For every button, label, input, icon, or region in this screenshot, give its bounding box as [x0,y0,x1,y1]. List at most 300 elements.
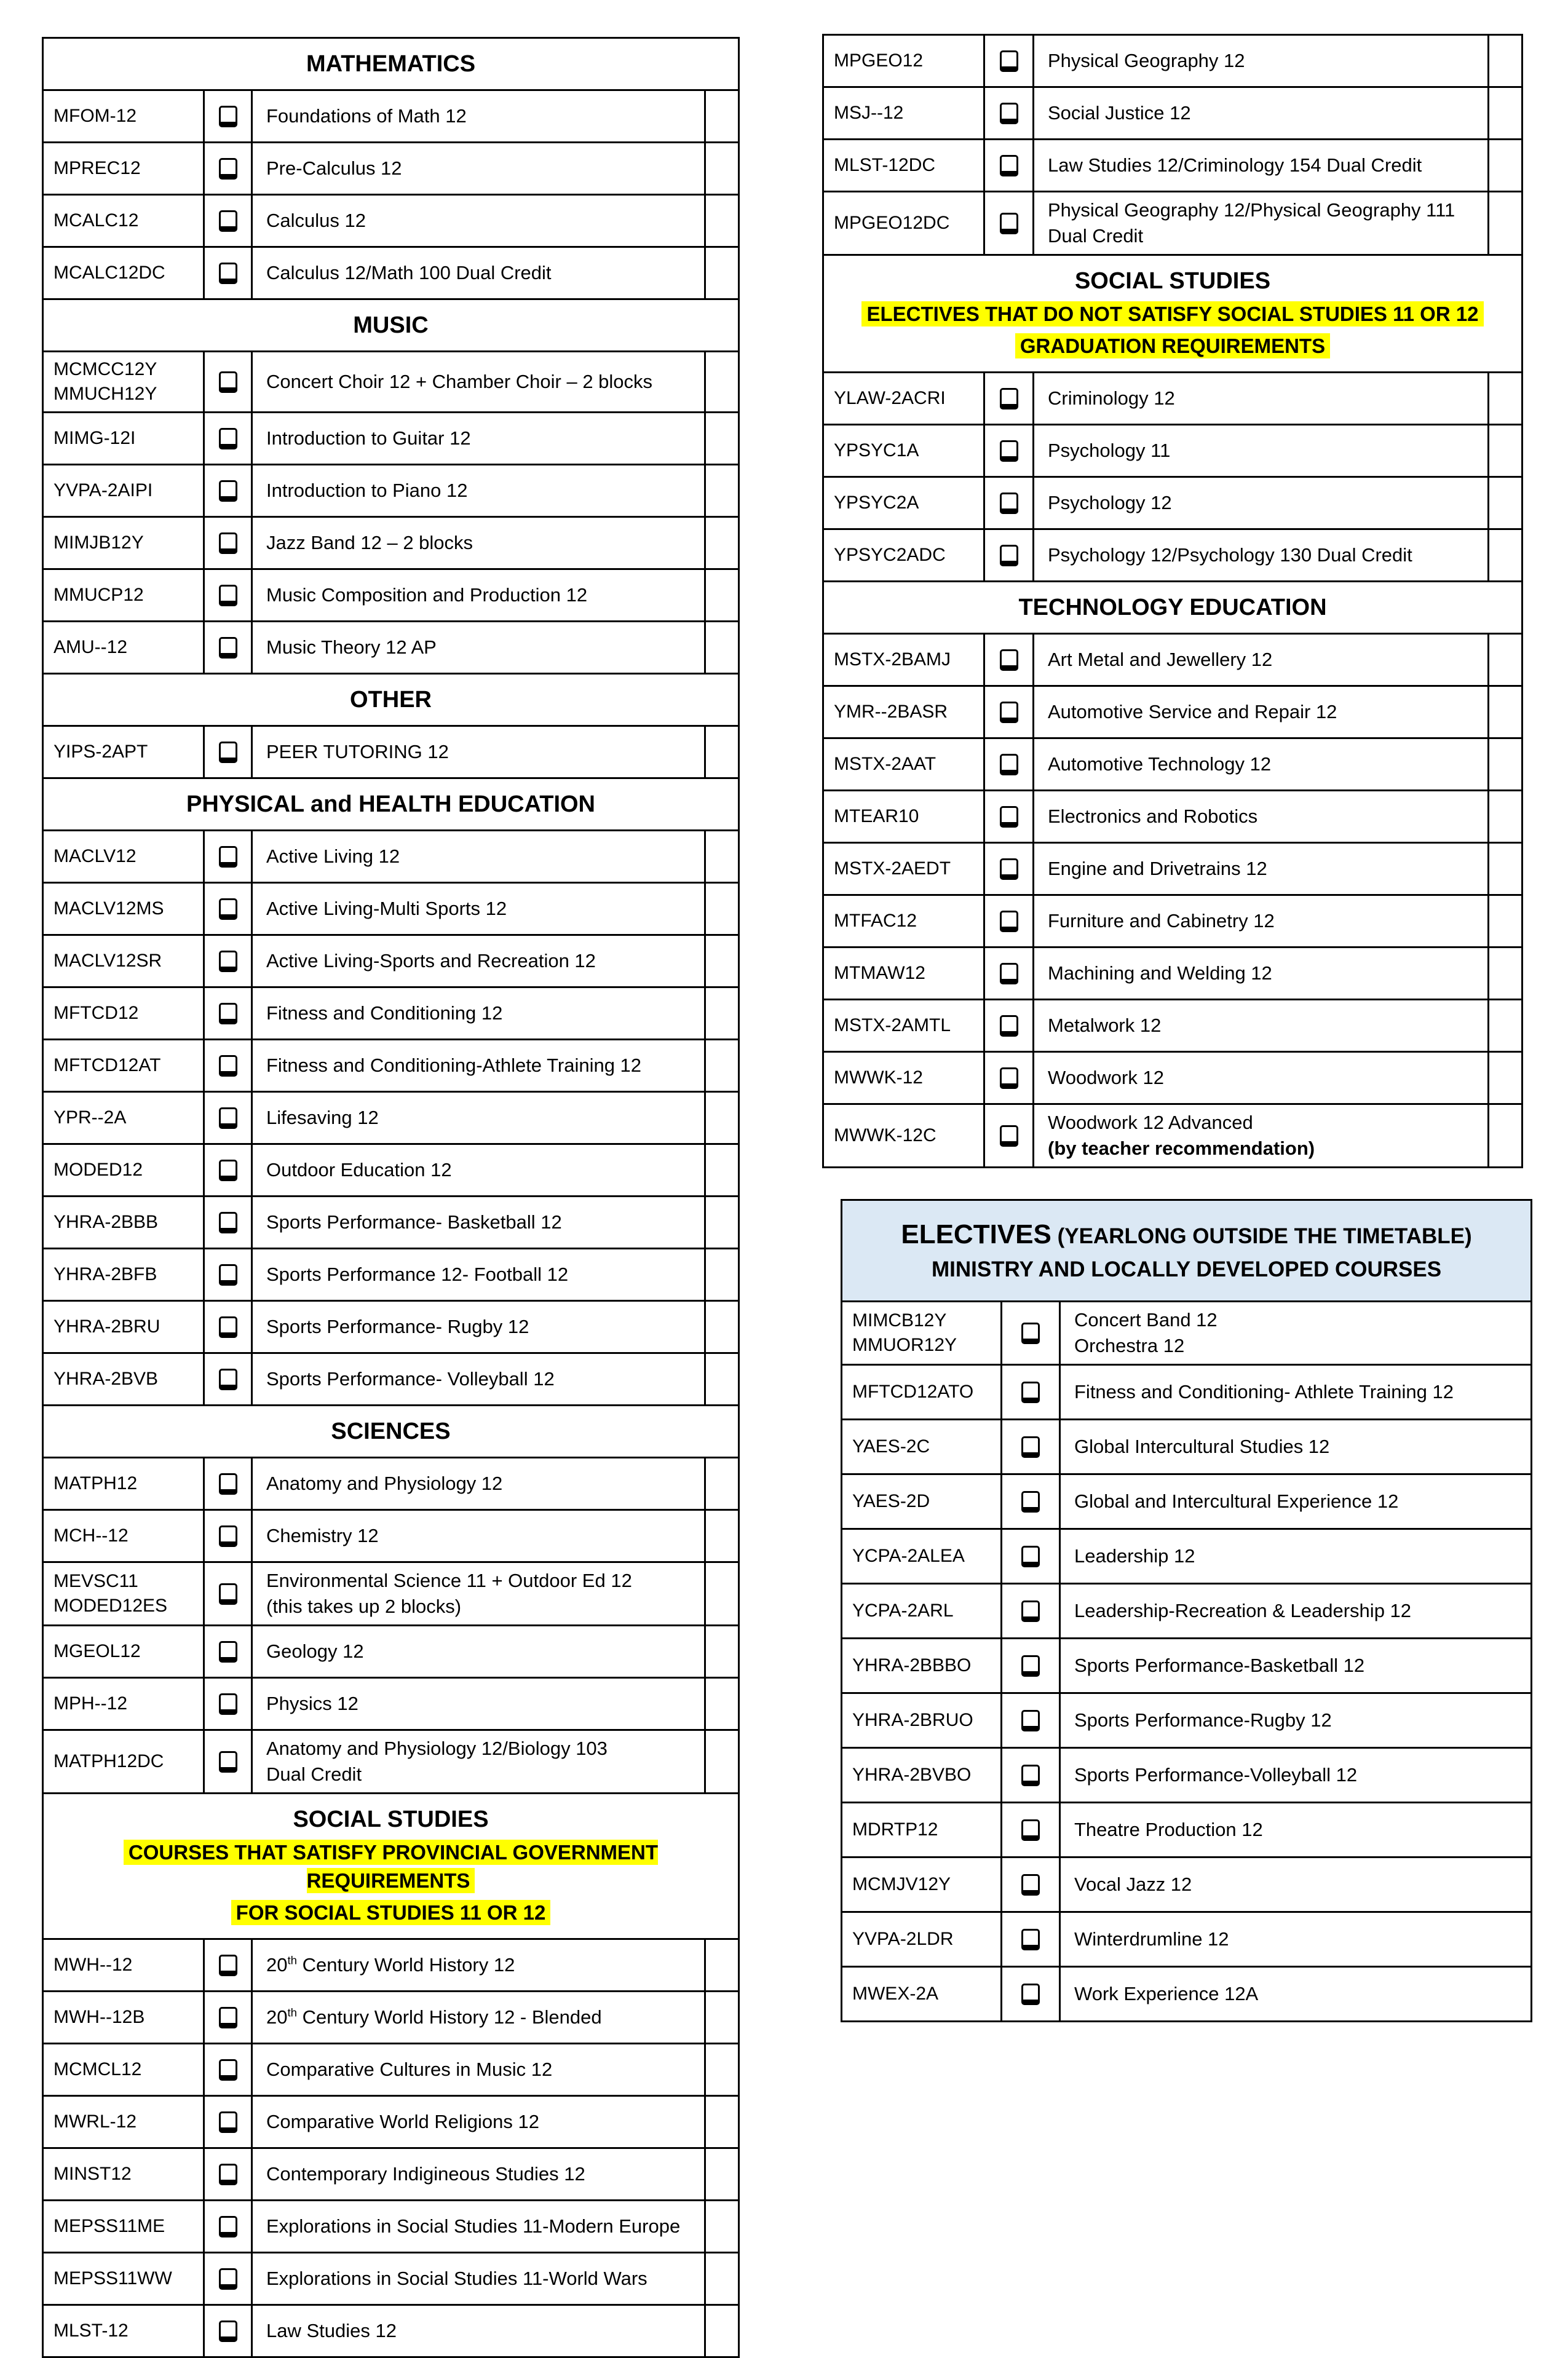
checkbox-cell[interactable] [204,2044,252,2096]
checkbox-icon[interactable] [1000,1125,1018,1147]
checkbox-icon[interactable] [1021,1819,1040,1841]
checkbox-icon[interactable] [1000,388,1018,409]
course-title-cell [252,2253,705,2305]
checkbox-icon[interactable] [1021,1710,1040,1731]
checkbox-icon[interactable] [219,846,237,868]
checkbox-icon[interactable] [1000,858,1018,880]
checkbox-cell[interactable] [204,1197,252,1249]
checkbox-cell[interactable] [204,1939,252,1992]
course-code: MSTX-2AMTL [834,1015,951,1035]
checkbox-icon[interactable] [1021,1600,1040,1622]
checkbox-cell[interactable] [204,1626,252,1678]
course-code: MACLV12SR [53,951,162,971]
course-title-cell [252,247,705,299]
course-code-cell [43,195,204,247]
checkbox-icon[interactable] [1000,213,1018,234]
checkbox-icon[interactable] [219,158,237,180]
end-cell [705,1249,739,1301]
end-cell [705,935,739,987]
section-header-row [43,38,739,90]
course-row [43,195,739,247]
course-code-cell [43,247,204,299]
course-title-cell [252,90,705,143]
checkbox-cell[interactable] [984,87,1034,140]
course-title-cell [252,1678,705,1730]
checkbox-cell[interactable] [984,1052,1034,1104]
checkbox-icon[interactable] [219,106,237,127]
end-cell [705,413,739,465]
course-code-cell [823,529,984,582]
course-code: MSTX-2AEDT [834,858,951,879]
course-title-line: Automotive Service and Repair 12 [1048,701,1337,722]
course-title-line: Leadership 12 [1074,1545,1195,1567]
end-cell [705,195,739,247]
checkbox-icon[interactable] [219,2268,237,2290]
checkbox-cell[interactable] [204,726,252,778]
course-row [43,726,739,778]
checkbox-icon[interactable] [1021,1984,1040,2005]
checkbox-cell[interactable] [984,686,1034,738]
course-title-line: 20th Century World History 12 [266,1953,515,1976]
checkbox-cell[interactable] [1002,1529,1060,1584]
course-code: MFTCD12 [53,1003,139,1023]
course-title-cell [252,1092,705,1144]
course-row [43,2044,739,2096]
checkbox-icon[interactable] [219,1212,237,1233]
course-row [43,90,739,143]
checkbox-cell[interactable] [984,529,1034,582]
course-code: MINST12 [53,2164,132,2184]
end-cell [705,1197,739,1249]
checkbox-cell[interactable] [204,2201,252,2253]
checkbox-cell[interactable] [984,634,1034,686]
end-cell [705,1626,739,1678]
checkbox-cell[interactable] [204,569,252,622]
course-code-cell [43,1678,204,1730]
checkbox-cell[interactable] [984,192,1034,255]
checkbox-icon[interactable] [1000,649,1018,671]
section-header-row [43,778,739,831]
checkbox-cell[interactable] [984,843,1034,895]
course-code-cell [842,1912,1002,1967]
electives-header [842,1200,1532,1302]
course-title-line: Electronics and Robotics [1048,805,1258,827]
checkbox-cell[interactable] [1002,1302,1060,1365]
course-code: YCPA-2ALEA [852,1546,965,1566]
course-code: YAES-2C [852,1436,930,1457]
course-title-line: Geology 12 [266,1640,364,1662]
course-title-cell [252,195,705,247]
checkbox-cell[interactable] [204,1562,252,1626]
section-title: SOCIAL STUDIES [1074,268,1271,294]
checkbox-cell[interactable] [204,935,252,987]
checkbox-cell[interactable] [204,517,252,569]
course-code: MWEX-2A [852,1984,939,2004]
checkbox-cell[interactable] [1002,1639,1060,1693]
end-cell [705,831,739,883]
checkbox-icon[interactable] [219,2111,237,2133]
checkbox-icon[interactable] [1000,1067,1018,1089]
checkbox-icon[interactable] [219,1160,237,1181]
checkbox-cell[interactable] [204,1730,252,1794]
course-title-line: Calculus 12 [266,210,366,231]
checkbox-cell[interactable] [1002,1748,1060,1803]
course-row [43,2305,739,2357]
course-title-cell [252,2096,705,2148]
checkbox-cell[interactable] [984,738,1034,791]
course-title-cell [1060,1858,1532,1912]
checkbox-icon[interactable] [1000,702,1018,723]
end-cell [1489,1000,1522,1052]
checkbox-icon[interactable] [219,1751,237,1773]
checkbox-cell[interactable] [204,143,252,195]
checkbox-cell[interactable] [204,1458,252,1510]
checkbox-cell[interactable] [984,477,1034,529]
course-title-cell [252,1353,705,1406]
ordinal-suffix: th [287,2006,297,2019]
checkbox-icon[interactable] [219,1641,237,1663]
checkbox-icon[interactable] [219,1316,237,1338]
course-title-cell [252,1992,705,2044]
checkbox-cell[interactable] [984,373,1034,425]
end-cell [1489,87,1522,140]
section-note-line [49,1838,733,1895]
checkbox-cell[interactable] [204,1144,252,1197]
checkbox-cell[interactable] [1002,1474,1060,1529]
course-title-line: Chemistry 12 [266,1525,379,1546]
course-code: MPH--12 [53,1693,128,1714]
checkbox-icon[interactable] [219,1003,237,1024]
course-row [43,143,739,195]
course-code: MMUCP12 [53,585,144,605]
course-row [43,1144,739,1197]
section-header [43,38,739,90]
checkbox-cell[interactable] [1002,1420,1060,1474]
course-title-cell [1060,1474,1532,1529]
course-code: MATPH12DC [53,1751,164,1771]
checkbox-cell[interactable] [984,140,1034,192]
checkbox-cell[interactable] [204,195,252,247]
checkbox-icon[interactable] [219,2320,237,2342]
checkbox-cell[interactable] [984,35,1034,87]
course-title-cell [1034,895,1489,948]
course-title-line: Sports Performance- Volleyball 12 [266,1368,555,1390]
checkbox-cell[interactable] [1002,1365,1060,1420]
section-header [823,582,1522,634]
course-row [823,529,1522,582]
checkbox-cell[interactable] [204,831,252,883]
checkbox-cell[interactable] [204,1678,252,1730]
course-row [43,1197,739,1249]
checkbox-cell[interactable] [204,987,252,1040]
checkbox-cell[interactable] [984,1000,1034,1052]
checkbox-icon[interactable] [1000,545,1018,566]
checkbox-icon[interactable] [1000,806,1018,828]
section-header-row [43,299,739,352]
course-title-cell [252,1040,705,1092]
checkbox-icon[interactable] [219,371,237,393]
section-title: MATHEMATICS [306,51,476,77]
checkbox-cell[interactable] [204,2096,252,2148]
checkbox-icon[interactable] [219,1369,237,1390]
end-cell [705,569,739,622]
course-code: MODED12ES [53,1596,168,1616]
course-code: MMUCH12Y [53,384,157,404]
checkbox-icon[interactable] [1000,754,1018,775]
course-title-cell [1034,1000,1489,1052]
checkbox-cell[interactable] [204,247,252,299]
checkbox-cell[interactable] [204,1249,252,1301]
course-title-cell [1034,634,1489,686]
section-header-row [43,1794,739,1939]
course-title-cell [252,935,705,987]
course-title-cell [1034,425,1489,477]
course-code: MEPSS11ME [53,2216,165,2236]
end-cell [705,1562,739,1626]
checkbox-icon[interactable] [219,1107,237,1129]
course-title-line: (this takes up 2 blocks) [266,1596,462,1617]
course-code-cell [43,1939,204,1992]
course-row [842,1584,1532,1639]
checkbox-cell[interactable] [204,622,252,674]
checkbox-cell[interactable] [1002,1912,1060,1967]
course-title-cell [252,2148,705,2201]
course-code-cell [43,1040,204,1092]
checkbox-icon[interactable] [219,1473,237,1495]
checkbox-icon[interactable] [219,1055,237,1077]
checkbox-icon[interactable] [1000,50,1018,72]
course-title-line: Automotive Technology 12 [1048,753,1272,775]
end-cell [705,1730,739,1794]
course-code: YHRA-2BBB [53,1212,159,1232]
checkbox-icon[interactable] [1021,1491,1040,1513]
course-row [43,1562,739,1626]
course-row [43,247,739,299]
course-code-cell [43,1249,204,1301]
checkbox-cell[interactable] [204,2148,252,2201]
checkbox-icon[interactable] [1000,103,1018,124]
checkbox-icon[interactable] [1021,1874,1040,1896]
course-title-line: Contemporary Indigineous Studies 12 [266,2163,585,2185]
checkbox-cell[interactable] [984,948,1034,1000]
course-row [43,1730,739,1794]
course-title-cell [1060,1584,1532,1639]
end-cell [705,465,739,517]
end-cell [705,517,739,569]
checkbox-cell[interactable] [204,1510,252,1562]
checkbox-icon[interactable] [1021,1382,1040,1403]
end-cell [1489,634,1522,686]
course-code: MIMJB12Y [53,532,144,553]
checkbox-icon[interactable] [219,951,237,972]
course-title-line: Active Living-Multi Sports 12 [266,898,507,919]
checkbox-cell[interactable] [1002,1803,1060,1858]
checkbox-icon[interactable] [1021,1929,1040,1950]
checkbox-icon[interactable] [219,2216,237,2237]
checkbox-cell[interactable] [204,1040,252,1092]
course-title-line: Sports Performance 12- Football 12 [266,1264,569,1285]
course-title-line: Fitness and Conditioning 12 [266,1002,503,1024]
course-code: YHRA-2BRUO [852,1710,973,1730]
course-title-cell [252,1249,705,1301]
course-code-cell [842,1803,1002,1858]
checkbox-icon[interactable] [219,898,237,920]
course-code-cell [43,1458,204,1510]
course-row [823,425,1522,477]
checkbox-cell[interactable] [984,1104,1034,1168]
checkbox-icon[interactable] [1000,440,1018,462]
section-title: OTHER [350,687,432,713]
checkbox-cell[interactable] [1002,1967,1060,2022]
checkbox-cell[interactable] [204,2305,252,2357]
checkbox-icon[interactable] [219,1264,237,1286]
course-title-cell [1034,738,1489,791]
course-code-cell [823,791,984,843]
course-code-cell [43,2148,204,2201]
course-title-cell [252,1144,705,1197]
highlight-text: COURSES THAT SATISFY PROVINCIAL GOVERNMENT REQUIREMENTS [124,1840,658,1893]
course-row [842,1302,1532,1365]
course-code-cell [823,140,984,192]
course-row [842,1365,1532,1420]
course-code: YPSYC1A [834,440,919,461]
course-code: YIPS-2APT [53,742,148,762]
checkbox-cell[interactable] [204,1992,252,2044]
course-code-cell [842,1748,1002,1803]
checkbox-cell[interactable] [204,90,252,143]
checkbox-icon[interactable] [219,480,237,502]
course-row [842,1912,1532,1967]
course-title-line: Calculus 12/Math 100 Dual Credit [266,262,552,283]
checkbox-cell[interactable] [1002,1693,1060,1748]
end-cell [1489,738,1522,791]
checkbox-cell[interactable] [1002,1858,1060,1912]
course-code: MCMJV12Y [852,1874,951,1894]
checkbox-cell[interactable] [984,895,1034,948]
checkbox-icon[interactable] [219,1583,237,1605]
checkbox-cell[interactable] [204,1092,252,1144]
electives-table [841,1199,1532,2022]
checkbox-cell[interactable] [204,413,252,465]
course-row [842,1803,1532,1858]
electives-title-main: ELECTIVES [901,1219,1051,1249]
course-row [842,1858,1532,1912]
end-cell [705,1992,739,2044]
course-title-line: Fitness and Conditioning- Athlete Training 12 [1074,1381,1454,1403]
checkbox-icon[interactable] [1000,155,1018,176]
checkbox-icon[interactable] [1021,1655,1040,1677]
course-title-line: Introduction to Piano 12 [266,480,468,501]
checkbox-cell[interactable] [984,791,1034,843]
course-title-line: Environmental Science 11 + Outdoor Ed 12 [266,1570,632,1591]
end-cell [705,987,739,1040]
checkbox-icon[interactable] [219,2164,237,2185]
course-code-cell [43,1197,204,1249]
course-code-cell [43,1730,204,1794]
end-cell [1489,35,1522,87]
checkbox-cell[interactable] [204,883,252,935]
electives-title-paren: (YEARLONG OUTSIDE THE TIMETABLE) [1051,1224,1472,1248]
checkbox-cell[interactable] [204,465,252,517]
checkbox-icon[interactable] [219,428,237,449]
course-row [842,1474,1532,1529]
checkbox-icon[interactable] [1021,1546,1040,1567]
course-row [43,2201,739,2253]
checkbox-icon[interactable] [1021,1323,1040,1344]
course-title-line: Psychology 12/Psychology 130 Dual Credit [1048,544,1412,566]
checkbox-icon[interactable] [219,1693,237,1715]
checkbox-cell[interactable] [1002,1584,1060,1639]
course-row [43,1092,739,1144]
course-title-cell [1060,1529,1532,1584]
course-code-cell [823,1052,984,1104]
course-code-cell [43,1510,204,1562]
course-row [823,634,1522,686]
course-row [842,1693,1532,1748]
checkbox-icon[interactable] [219,1525,237,1547]
ordinal-suffix: th [287,1953,297,1967]
end-cell [1489,895,1522,948]
checkbox-icon[interactable] [1021,1765,1040,1786]
end-cell [1489,425,1522,477]
course-title-line: Concert Choir 12 + Chamber Choir – 2 blocks [266,371,653,392]
end-cell [1489,948,1522,1000]
checkbox-cell[interactable] [984,425,1034,477]
course-code: MPGEO12 [834,50,924,71]
course-row [823,895,1522,948]
checkbox-icon[interactable] [219,2059,237,2081]
course-code-cell [823,477,984,529]
checkbox-icon[interactable] [1000,911,1018,932]
course-code: MSJ--12 [834,103,904,123]
checkbox-icon[interactable] [1000,1015,1018,1037]
checkbox-icon[interactable] [219,2007,237,2028]
course-code-cell [842,1693,1002,1748]
checkbox-icon[interactable] [219,1955,237,1976]
course-title-cell [252,1939,705,1992]
checkbox-icon[interactable] [219,637,237,659]
course-row [43,1992,739,2044]
course-title-line: Comparative World Religions 12 [266,2111,539,2132]
section-title: MUSIC [353,312,429,338]
course-title-line: Pre-Calculus 12 [266,157,402,179]
course-code-cell [823,738,984,791]
checkbox-icon[interactable] [219,263,237,284]
checkbox-icon[interactable] [1021,1436,1040,1458]
electives-subtitle: MINISTRY AND LOCALLY DEVELOPED COURSES [931,1257,1442,1281]
checkbox-icon[interactable] [1000,493,1018,514]
checkbox-cell[interactable] [204,2253,252,2305]
course-title-cell [252,2044,705,2096]
checkbox-icon[interactable] [219,532,237,554]
checkbox-icon[interactable] [1000,963,1018,984]
checkbox-cell[interactable] [204,352,252,413]
checkbox-icon[interactable] [219,210,237,232]
course-title-line: Lifesaving 12 [266,1107,379,1128]
course-code: YHRA-2BRU [53,1316,160,1337]
checkbox-cell[interactable] [204,1301,252,1353]
course-code-cell [43,465,204,517]
course-title-cell [252,352,705,413]
course-title-line: Vocal Jazz 12 [1074,1873,1192,1895]
checkbox-icon[interactable] [219,742,237,763]
course-title-line: Sports Performance-Rugby 12 [1074,1709,1332,1731]
section-note-line [49,1899,733,1927]
course-code: MEVSC11 [53,1571,138,1591]
checkbox-icon[interactable] [219,585,237,606]
course-title-cell [252,987,705,1040]
checkbox-cell[interactable] [204,1353,252,1406]
